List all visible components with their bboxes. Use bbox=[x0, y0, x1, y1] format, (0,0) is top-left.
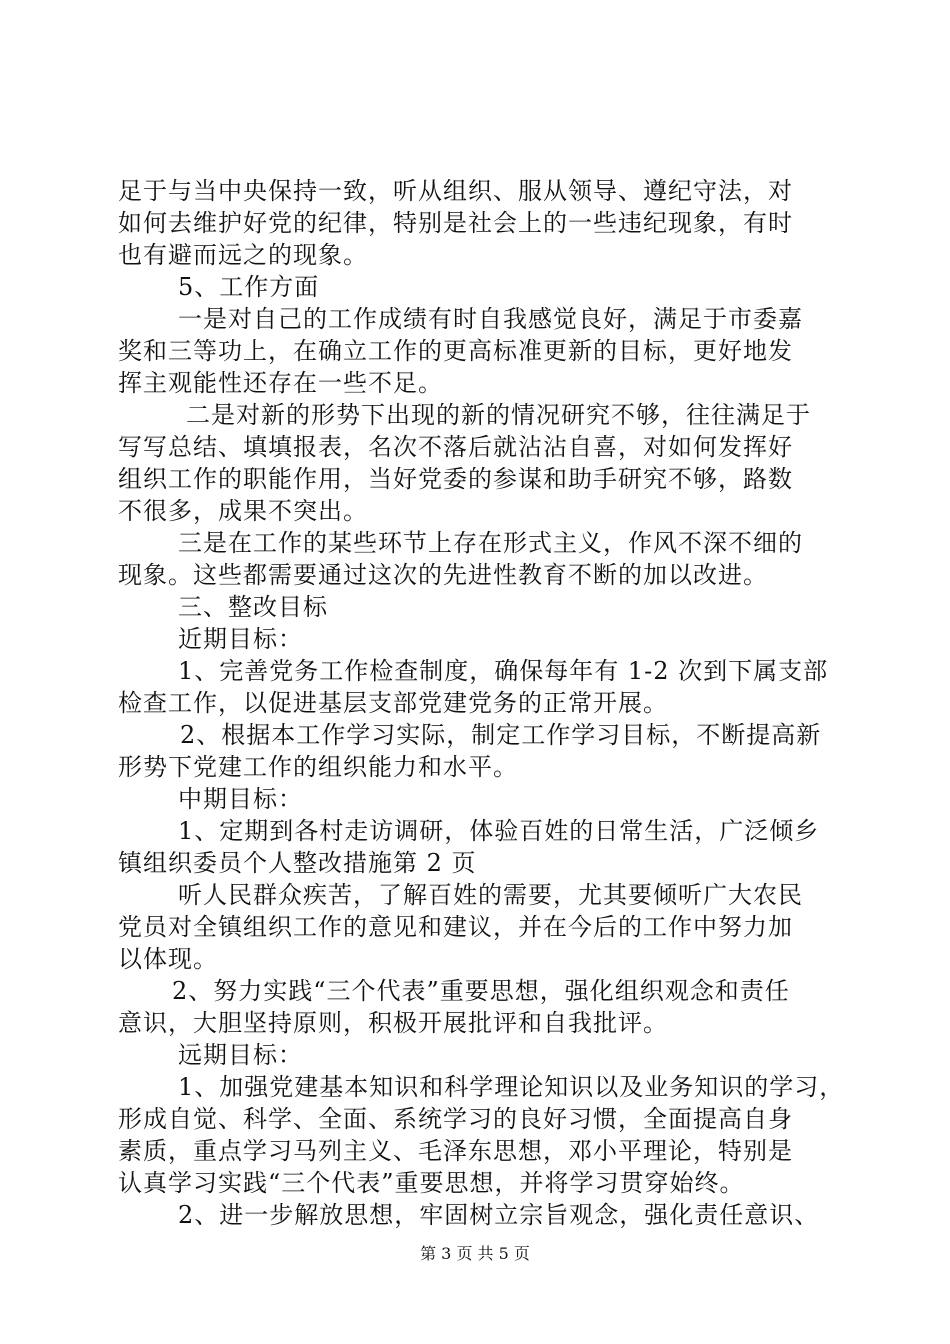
text-line: 1、完善党务工作检查制度，确保每年有 1-2 次到下属支部 bbox=[178, 657, 829, 685]
subsection-heading: 中期目标： bbox=[178, 785, 303, 813]
page-footer: 第 3 页 共 5 页 bbox=[420, 1244, 530, 1263]
text-line: 二是对新的形势下出现的新的情况研究不够，往往满足于 bbox=[186, 401, 811, 429]
section-heading: 5、工作方面 bbox=[178, 273, 320, 301]
text-line: 素质，重点学习马列主义、毛泽东思想，邓小平理论，特别是 bbox=[118, 1137, 793, 1165]
text-line: 奖和三等功上，在确立工作的更高标准更新的目标，更好地发 bbox=[118, 337, 793, 365]
text-line: 认真学习实践“三个代表”重要思想，并将学习贯穿始终。 bbox=[118, 1169, 745, 1197]
text-line: 听人民群众疾苦，了解百姓的需要，尤其要倾听广大农民 bbox=[178, 881, 803, 909]
text-line: 意识，大胆坚持原则，积极开展批评和自我批评。 bbox=[118, 1009, 668, 1037]
text-line: 一是对自己的工作成绩有时自我感觉良好，满足于市委嘉 bbox=[178, 305, 803, 333]
text-line: 如何去维护好党的纪律，特别是社会上的一些违纪现象，有时 bbox=[118, 209, 793, 237]
text-line: 2、努力实践“三个代表”重要思想，强化组织观念和责任 bbox=[172, 977, 790, 1005]
text-line: 2、根据本工作学习实际，制定工作学习目标，不断提高新 bbox=[180, 721, 822, 749]
subsection-heading: 远期目标： bbox=[178, 1041, 303, 1069]
subsection-heading: 近期目标： bbox=[178, 625, 303, 653]
text-line: 以体现。 bbox=[118, 945, 218, 973]
text-line: 组织工作的职能作用，当好党委的参谋和助手研究不够，路数 bbox=[118, 465, 793, 493]
text-line: 形势下党建工作的组织能力和水平。 bbox=[118, 753, 518, 781]
text-line: 足于与当中央保持一致，听从组织、服从领导、遵纪守法，对 bbox=[118, 177, 793, 205]
text-line: 形成自觉、科学、全面、系统学习的良好习惯，全面提高自身 bbox=[118, 1105, 793, 1133]
text-line: 写写总结、填填报表，名次不落后就沾沾自喜，对如何发挥好 bbox=[118, 433, 793, 461]
text-line: 2、进一步解放思想，牢固树立宗旨观念，强化责任意识、 bbox=[178, 1201, 820, 1229]
text-line: 1、定期到各村走访调研，体验百姓的日常生活，广泛倾乡 bbox=[178, 817, 820, 845]
text-line: 也有避而远之的现象。 bbox=[118, 241, 368, 269]
text-line: 不很多，成果不突出。 bbox=[118, 497, 368, 525]
text-line: 现象。这些都需要通过这次的先进性教育不断的加以改进。 bbox=[118, 561, 768, 589]
text-line: 党员对全镇组织工作的意见和建议，并在今后的工作中努力加 bbox=[118, 913, 793, 941]
text-line: 1、加强党建基本知识和科学理论知识以及业务知识的学习， bbox=[178, 1073, 845, 1101]
section-heading: 三、整改目标 bbox=[178, 593, 328, 621]
text-line: 镇组织委员个人整改措施第 2 页 bbox=[118, 849, 477, 877]
text-line: 挥主观能性还存在一些不足。 bbox=[118, 369, 443, 397]
text-line: 三是在工作的某些环节上存在形式主义，作风不深不细的 bbox=[178, 529, 803, 557]
text-line: 检查工作，以促进基层支部党建党务的正常开展。 bbox=[118, 689, 668, 717]
